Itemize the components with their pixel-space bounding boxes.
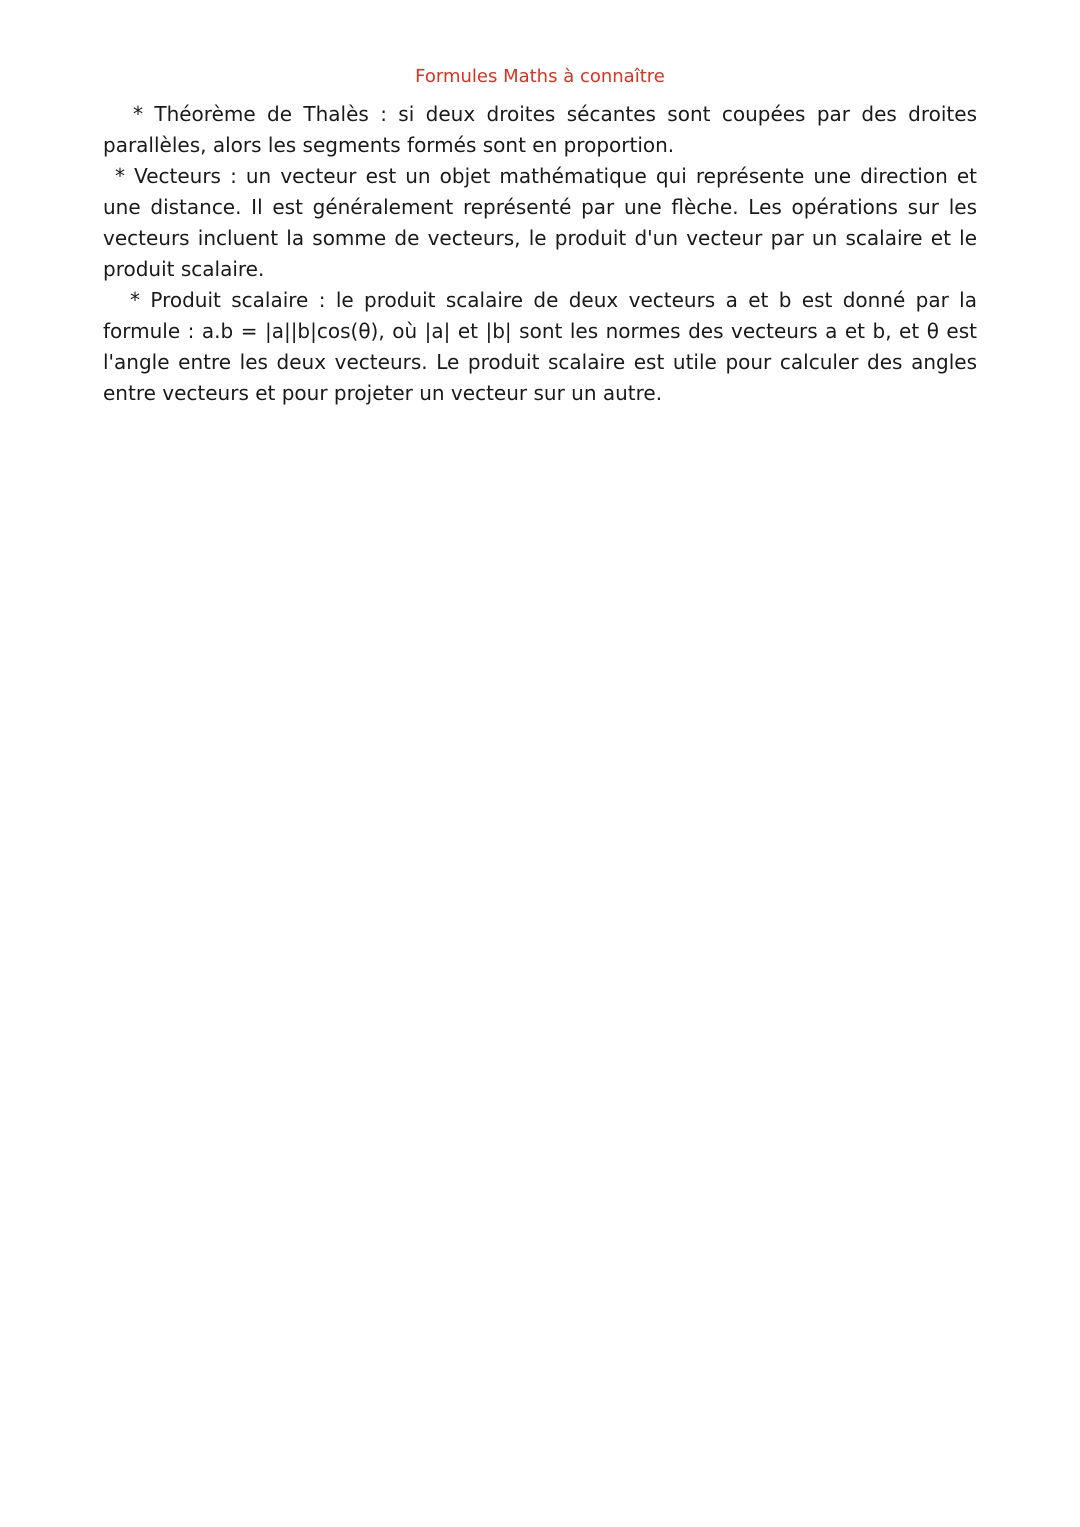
- document-body: [103, 99, 977, 409]
- document-title: Formules Maths à connaître: [415, 66, 665, 87]
- paragraph-produit-scalaire: * Produit scalaire : le produit scalaire de deux vecteurs a et b est donné par la formule : a.b = |a||b|cos(θ), où |a| et |b| sont les normes des vecteurs a et b, et θ est l'angle entre les deux vecteurs. Le produit scalaire est utile pour calculer des angles entre vecteurs et pour projeter un vecteur sur un autre.: [103, 288, 977, 405]
- paragraph-thales: * Théorème de Thalès : si deux droites sécantes sont coupées par des droites parallèles, alors les segments formés sont en proportion.: [103, 102, 977, 157]
- paragraph-vecteurs: * Vecteurs : un vecteur est un objet mathématique qui représente une direction et une distance. Il est généralement représenté par une flèche. Les opérations sur les vecteurs incluent la somme de vecteurs, le produit d'un vecteur par un scalaire et le produit scalaire.: [103, 164, 977, 281]
